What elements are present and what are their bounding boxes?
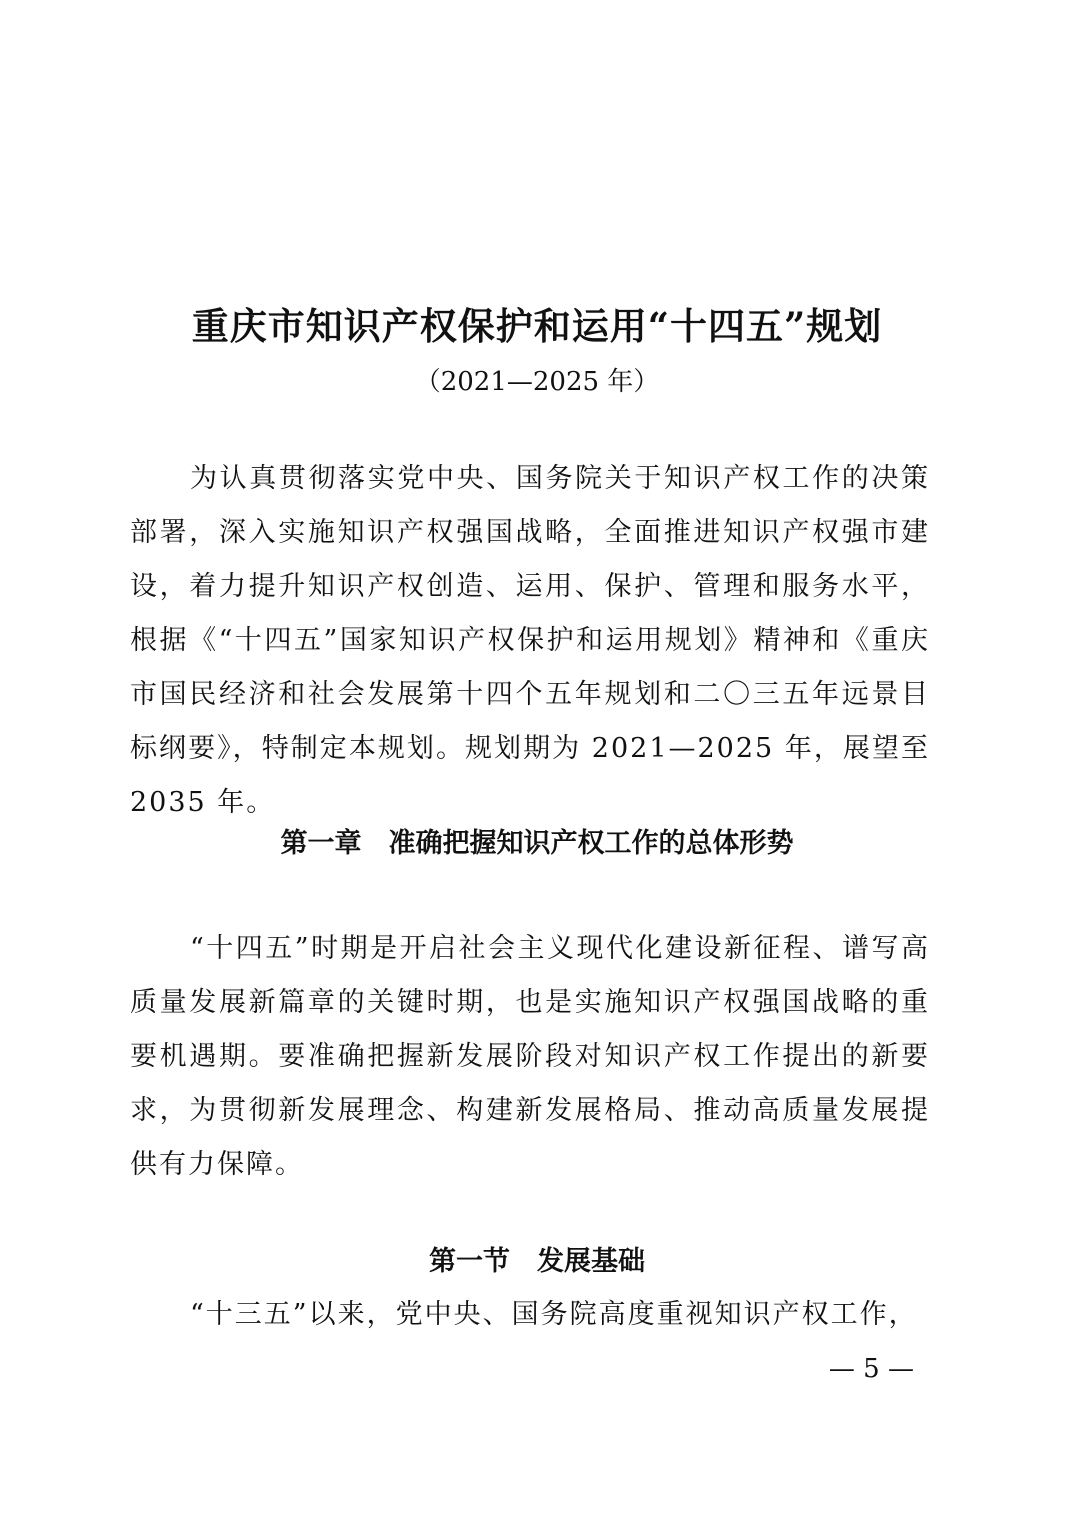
section-heading: 第一节 发展基础 — [429, 1246, 645, 1277]
section-paragraph: “十三五”以来，党中央、国务院高度重视知识产权工作， — [190, 1299, 918, 1330]
document-subtitle: （2021—2025 年） — [414, 367, 660, 397]
document-title: 重庆市知识产权保护和运用“十四五”规划 — [191, 304, 883, 348]
chapter-intro-paragraph: “十四五”时期是开启社会主义现代化建设新征程、谱写高质量发展新篇章的关键时期，也是实施知识产权强国战略的重要机遇期。要准确把握新发展阶段对知识产权工作提出的新要求，为贯彻新发展理念、构建新发展格局、推动高质量发展提供有力保障。 — [130, 933, 930, 1180]
chapter-heading: 第一章 准确把握知识产权工作的总体形势 — [280, 828, 794, 859]
page-number: — 5 — — [828, 1354, 914, 1384]
intro-paragraph: 为认真贯彻落实党中央、国务院关于知识产权工作的决策部署，深入实施知识产权强国战略，全面推进知识产权强市建设，着力提升知识产权创造、运用、保护、管理和服务水平，根据《“十四五”国家知识产权保护和运用规划》精神和《重庆市国民经济和社会发展第十四个五年规划和二〇三五年远景目标纲要》，特制定本规划。规划期为 2021—2025 年，展望至 2035 年。 — [130, 463, 930, 818]
